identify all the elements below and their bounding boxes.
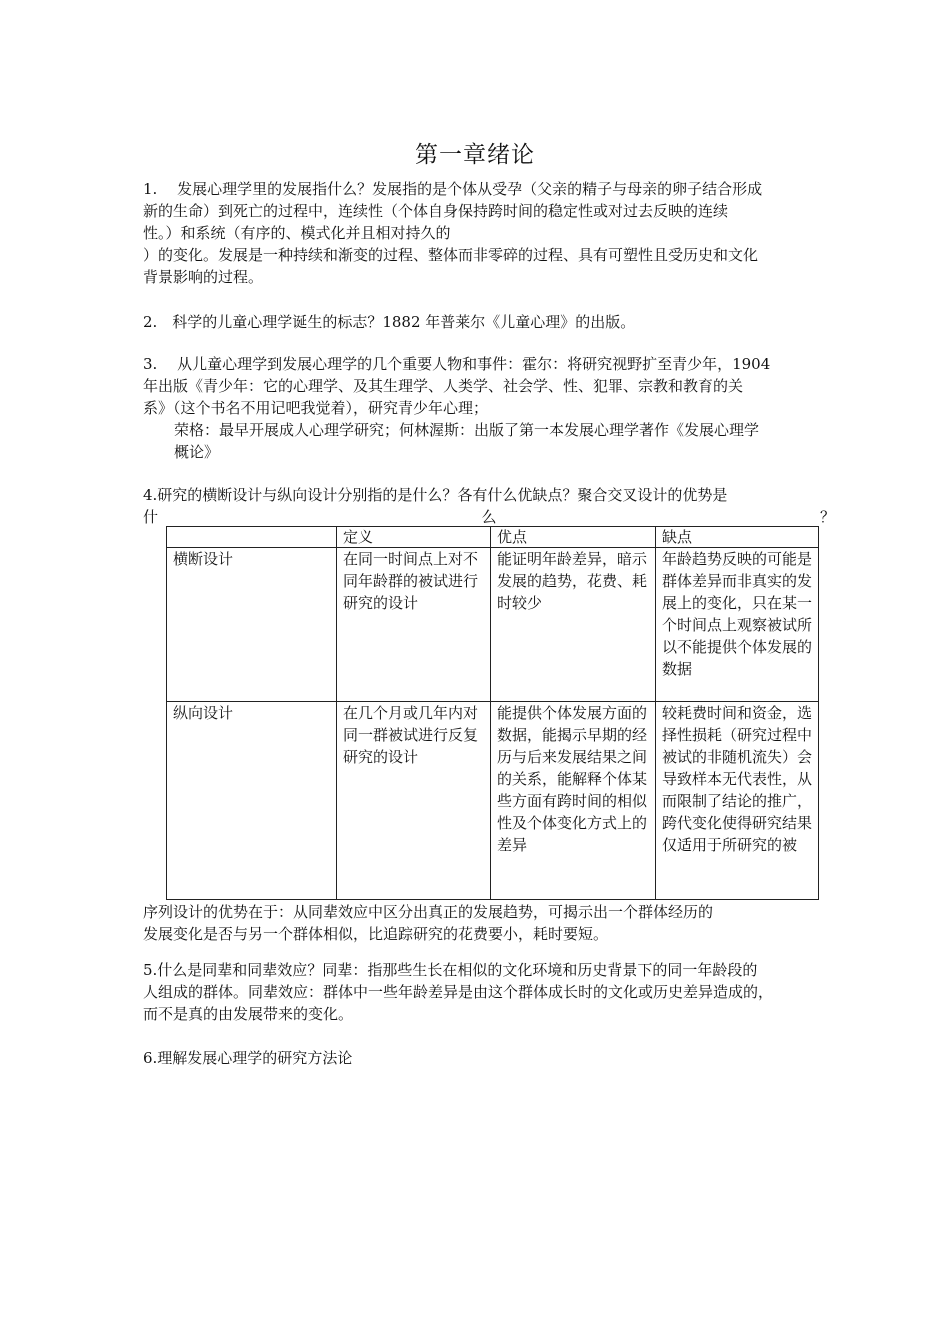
- question-6: [143, 1047, 845, 1069]
- q4-line-split: [143, 506, 835, 528]
- sequence-line: 序列设计的优势在于：从同辈效应中区分出真正的发展趋势，可揭示出一个群体经历的: [143, 903, 714, 921]
- q1-line: 1. 发展心理学里的发展指什么？发展指的是个体从受孕（父亲的精子与母亲的卵子结合形成: [143, 180, 763, 198]
- table-header-cell: 定义: [337, 527, 491, 548]
- table-header-cell: 优点: [491, 527, 656, 548]
- q3-line: 荣格：最早开展成人心理学研究；何林渥斯：出版了第一本发展心理学著作《发展心理学: [174, 421, 760, 439]
- table-cell-pros: 能提供个体发展方面的数据，能揭示早期的经历与后来发展结果之间的关系，能解释个体某些方面有跨时间的相似性及个体变化方式上的差异: [491, 702, 656, 900]
- q1-line: 背景影响的过程。: [143, 268, 264, 286]
- question-4: [143, 484, 845, 528]
- table-cell-design: 纵向设计: [167, 702, 337, 900]
- question-5: [143, 959, 845, 1025]
- design-comparison-table: [166, 526, 819, 900]
- table-cell-cons: 年龄趋势反映的可能是群体差异而非真实的发展上的变化，只在某一个时间点上观察被试所以不能提供个体发展的数据: [656, 548, 819, 702]
- q3-line: 概论》: [174, 443, 220, 461]
- q3-line: 年出版《青少年：它的心理学、及其生理学、人类学、社会学、性、犯罪、宗教和教育的关: [143, 377, 744, 395]
- sequence-line: 发展变化是否与另一个群体相似，比追踪研究的花费要小，耗时要短。: [143, 925, 609, 943]
- table-header-cell: [167, 527, 337, 548]
- table-header-cell: 缺点: [656, 527, 819, 548]
- q5-line: 5.什么是同辈和同辈效应？同辈：指那些生长在相似的文化环境和历史背景下的同一年龄段的: [143, 961, 758, 979]
- sequence-design-note: [143, 901, 845, 945]
- table-cell-pros: 能证明年龄差异，暗示发展的趋势，花费、耗时较少: [491, 548, 656, 702]
- table-cell-definition: 在同一时间点上对不同年龄群的被试进行研究的设计: [337, 548, 491, 702]
- question-3: [143, 353, 845, 463]
- q2-line: 2. 科学的儿童心理学诞生的标志？1882 年普莱尔《儿童心理》的出版。: [143, 313, 636, 331]
- table-header-row: [167, 527, 819, 548]
- q1-line: ）的变化。发展是一种持续和渐变的过程、整体而非零碎的过程、具有可塑性且受历史和文化: [143, 246, 759, 264]
- q1-line: 新的生命）到死亡的过程中，连续性（个体自身保持跨时间的稳定性或对过去反映的连续: [143, 202, 729, 220]
- q3-line: 3. 从儿童心理学到发展心理学的几个重要人物和事件：霍尔：将研究视野扩至青少年，1904: [143, 355, 771, 373]
- question-2: [143, 311, 845, 333]
- q6-line: 6.理解发展心理学的研究方法论: [143, 1049, 353, 1067]
- table-cell-definition: 在几个月或几年内对同一群被试进行反复研究的设计: [337, 702, 491, 900]
- table-cell-design: 横断设计: [167, 548, 337, 702]
- q5-line: 人组成的群体。同辈效应：群体中一些年龄差异是由这个群体成长时的文化或历史差异造成的，: [143, 983, 774, 1001]
- q1-line: 性。）和系统（有序的、模式化并且相对持久的: [143, 224, 451, 242]
- q5-line: 而不是真的由发展带来的变化。: [143, 1005, 354, 1023]
- q4-part-a: 什: [143, 508, 159, 526]
- chapter-title: 第一章绪论: [415, 142, 535, 168]
- q3-line: 系》（这个书名不用记吧我觉着），研究青少年心理；: [143, 399, 489, 417]
- question-1: [143, 178, 845, 288]
- q4-line: 4.研究的横断设计与纵向设计分别指的是什么？各有什么优缺点？聚合交叉设计的优势是: [143, 486, 728, 504]
- table-row: [167, 702, 819, 900]
- q4-part-b: 么: [481, 508, 497, 526]
- table-cell-cons: 较耗费时间和资金，选择性损耗（研究过程中被试的非随机流失）会导致样本无代表性，从而限制了结论的推广，跨代变化使得研究结果仅适用于所研究的被: [656, 702, 819, 900]
- q4-part-c: ？: [819, 508, 835, 526]
- table-row: [167, 548, 819, 702]
